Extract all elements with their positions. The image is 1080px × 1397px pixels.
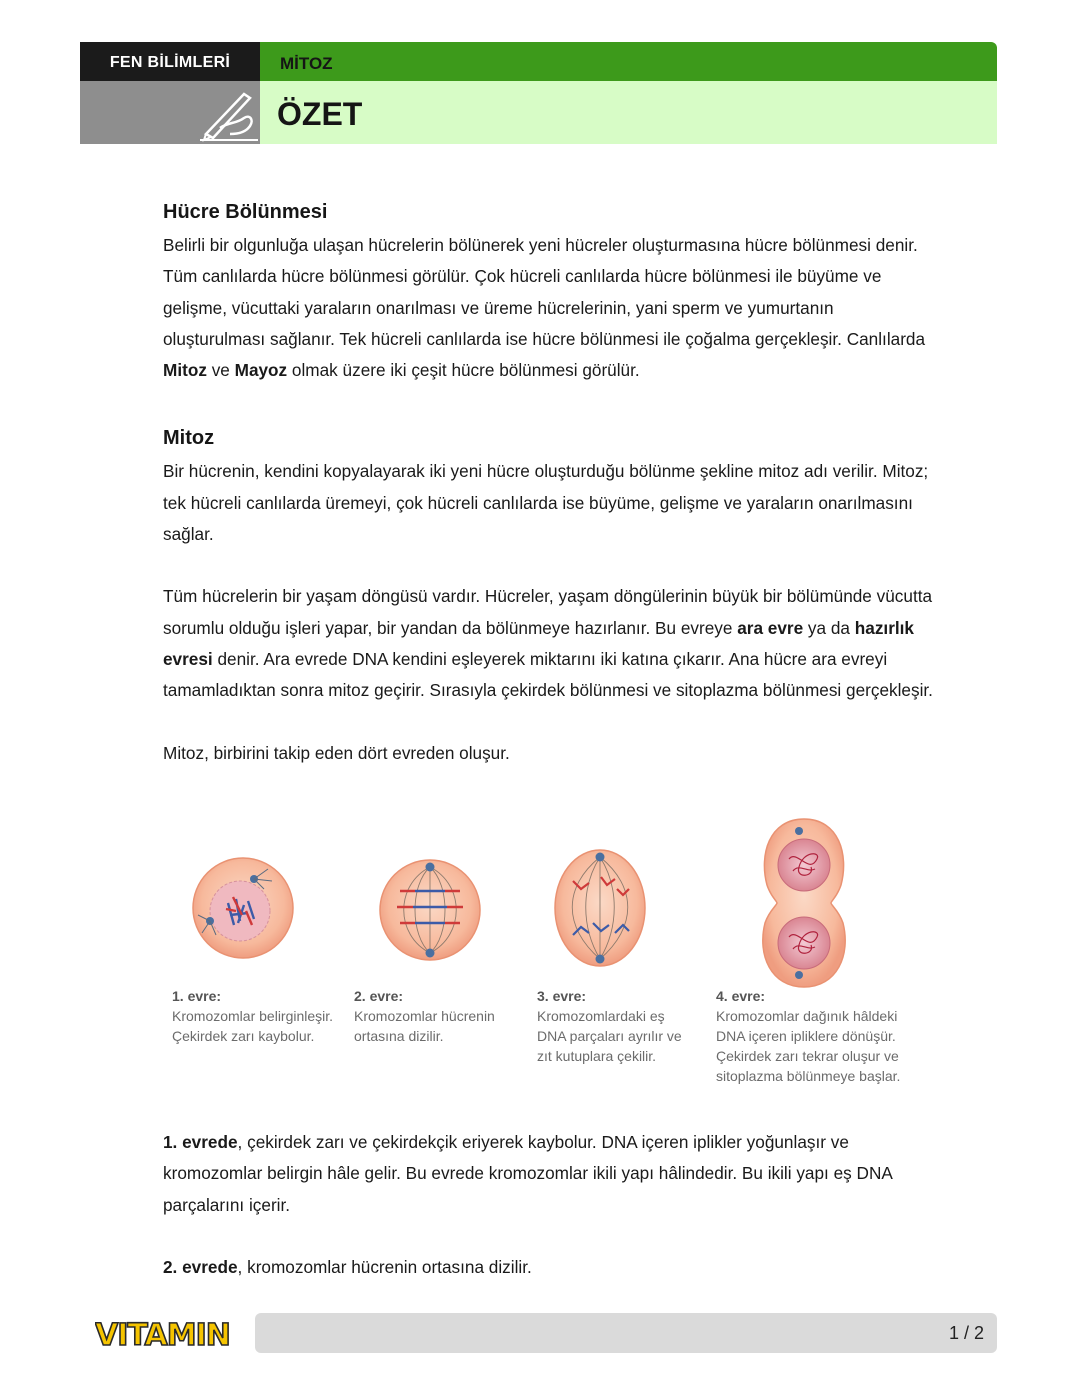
page-title: ÖZET bbox=[277, 96, 363, 132]
paragraph-phase-1: 1. evrede, çekirdek zarı ve çekirdekçik eriyerek kaybolur. DNA içeren iplikler yoğunlaşır ve kromozomlar belirgin hâle gelir. Bu evrede kromozomlar ikili yapı hâlindedir. Bu ikili yapı eş DNA parçalarını içerir. bbox=[163, 1132, 892, 1215]
footer-bar bbox=[255, 1313, 997, 1353]
stage-2-cell-illustration bbox=[375, 855, 485, 965]
heading-mitoz: Mitoz bbox=[163, 427, 215, 450]
writing-hand-icon bbox=[200, 84, 258, 142]
header-subject-block bbox=[80, 42, 260, 144]
stage-4-cell-illustration bbox=[759, 815, 849, 990]
term-mitoz: Mitoz bbox=[163, 360, 207, 381]
page-number: 1 / 2 bbox=[948, 1323, 984, 1343]
stage-3-cell-illustration bbox=[553, 847, 648, 969]
term-hazirlik-evresi: hazırlık evresi bbox=[163, 617, 914, 669]
paragraph-four-stages: Mitoz, birbirini takip eden dört evreden oluşur. bbox=[163, 742, 510, 763]
paragraph-hucre-bolunmesi: Belirli bir olgunluğa ulaşan hücrelerin bölünerek yeni hücreler oluşturmasına hücre bölünmesi denir. Tüm canlılarda hücre bölünmesi görülür. Çok hücreli canlılarda hücre bölünmesi ile büyüme ve gelişme, vücuttaki yaraların onarılması ve üreme hücrelerinin, yani sperm ve yumurtanın oluşturulması sağlanır. Tek hücreli canlılarda ise hücre bölünmesi ile çoğalma gerçekleşir. Canlılarda Mitoz ve Mayoz olmak üzere iki çeşit hücre bölünmesi görülür. bbox=[163, 235, 926, 381]
term-mayoz: Mayoz bbox=[234, 360, 288, 381]
vitamin-logo bbox=[95, 1313, 235, 1353]
subject-label: FEN BİLİMLERİ bbox=[80, 42, 260, 81]
topic-label: MİTOZ bbox=[260, 42, 997, 81]
paragraph-phase-2: 2. evrede, kromozomlar hücrenin ortasına dizilir. bbox=[163, 1256, 532, 1277]
stage-1-caption: 1. evre: Kromozomlar belirginleşir. Çekirdek zarı kaybolur. bbox=[172, 988, 334, 1044]
stage-4-caption: 4. evre: Kromozomlar dağınık hâldeki DNA içeren ipliklere dönüşür. Çekirdek zarı tekrar oluşur ve sitoplazma bölünmeye başlar. bbox=[716, 988, 901, 1084]
svg-text:VITAMIN: VITAMIN bbox=[95, 1318, 230, 1353]
heading-hucre-bolunmesi: Hücre Bölünmesi bbox=[163, 201, 328, 223]
stage-2-caption: 2. evre: Kromozomlar hücrenin ortasına dizilir. bbox=[354, 988, 495, 1044]
header-topic-block bbox=[260, 42, 997, 144]
content-area bbox=[163, 198, 933, 769]
stage-1-cell-illustration bbox=[188, 853, 298, 963]
mitosis-stages-figure bbox=[163, 815, 923, 1095]
paragraph-mitoz-definition: Bir hücrenin, kendini kopyalayarak iki yeni hücre oluşturduğu bölünme şekline mitoz adı verilir. Mitoz; tek hücreli canlılarda üremeyi, çok hücreli canlılarda ise büyüme, gelişme ve yaraların onarılmasını sağlar. bbox=[163, 461, 929, 545]
phases-text-area bbox=[163, 1127, 933, 1283]
paragraph-life-cycle: Tüm hücrelerin bir yaşam döngüsü vardır. Hücreler, yaşam döngülerinin büyük bir bölümünde vücutta sorumlu olduğu işleri yapar, bir yandan da bölünmeye hazırlanır. Bu evreye ara evre ya da hazırlık evresi denir. Ara evrede DNA kendini eşleyerek miktarını iki katına çıkarır. Ana hücre ara evreyi tamamladıktan sonra mitoz geçirir. Sırasıyla çekirdek bölünmesi ve sitoplazma bölünmesi gerçekleşir. bbox=[163, 586, 933, 701]
term-ara-evre: ara evre bbox=[737, 617, 804, 638]
stage-3-caption: 3. evre: Kromozomlardaki eş DNA parçaları ayrılır ve zıt kutuplara çekilir. bbox=[537, 988, 682, 1064]
